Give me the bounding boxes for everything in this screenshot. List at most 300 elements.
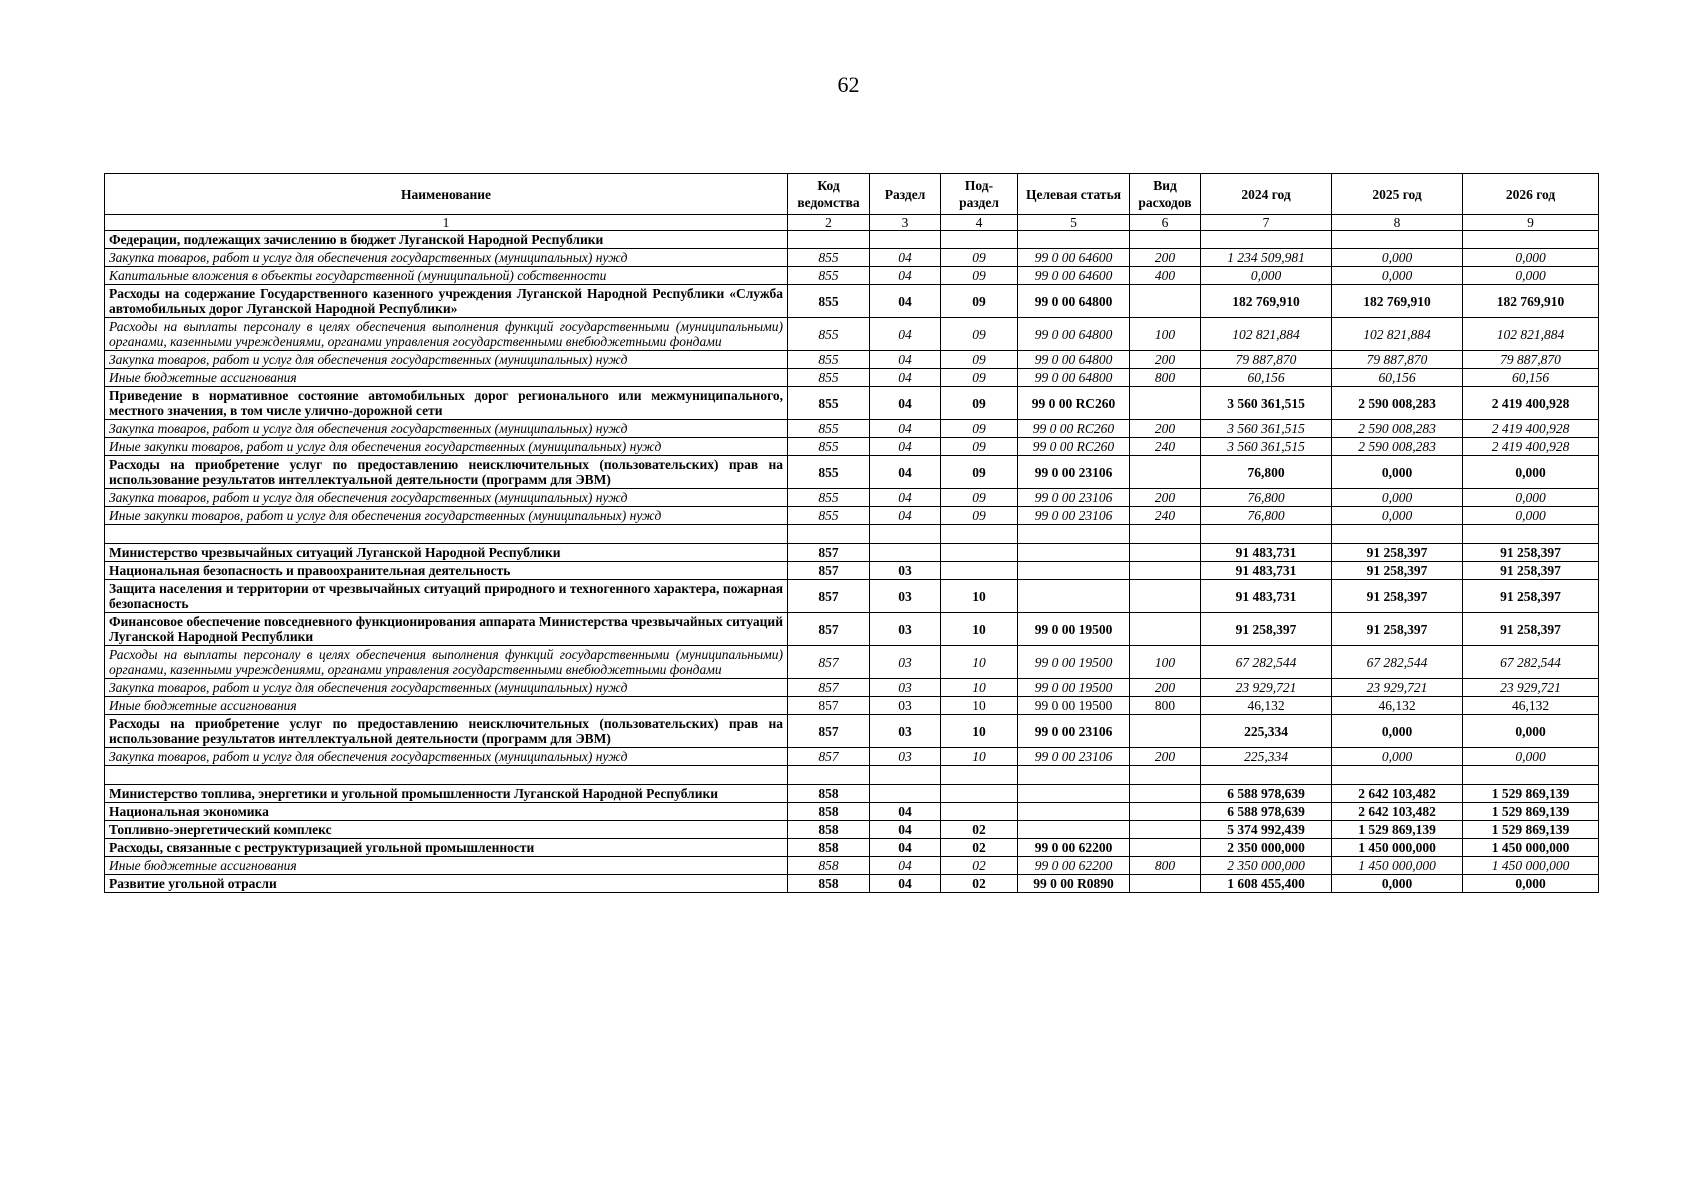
row-target: 99 0 00 19500 (1018, 697, 1130, 715)
row-target (1018, 580, 1130, 613)
row-value-2025: 23 929,721 (1332, 679, 1463, 697)
row-section (870, 766, 941, 785)
row-value-2025: 0,000 (1332, 875, 1463, 893)
row-dept-code: 857 (788, 646, 870, 679)
column-number: 1 (105, 215, 788, 231)
row-value-2024: 0,000 (1201, 267, 1332, 285)
row-dept-code: 857 (788, 679, 870, 697)
row-value-2026: 46,132 (1463, 697, 1599, 715)
row-value-2024: 3 560 361,515 (1201, 387, 1332, 420)
row-target: 99 0 00 RC260 (1018, 420, 1130, 438)
row-value-2025: 1 450 000,000 (1332, 839, 1463, 857)
row-dept-code: 855 (788, 249, 870, 267)
row-section (870, 231, 941, 249)
row-value-2024: 5 374 992,439 (1201, 821, 1332, 839)
row-target: 99 0 00 23106 (1018, 748, 1130, 766)
table-row (105, 679, 1599, 697)
row-value-2026: 0,000 (1463, 489, 1599, 507)
row-name: Национальная экономика (105, 803, 788, 821)
row-dept-code (788, 766, 870, 785)
row-expense-type: 200 (1130, 679, 1201, 697)
row-value-2024: 3 560 361,515 (1201, 438, 1332, 456)
row-target (1018, 803, 1130, 821)
row-name: Финансовое обеспечение повседневного функционирования аппарата Министерства чрезвычайных ситуаций Луганской Народной Республики (105, 613, 788, 646)
row-target (1018, 544, 1130, 562)
row-dept-code: 857 (788, 748, 870, 766)
row-target: 99 0 00 R0890 (1018, 875, 1130, 893)
row-expense-type (1130, 613, 1201, 646)
row-target: 99 0 00 64600 (1018, 249, 1130, 267)
row-value-2026: 0,000 (1463, 249, 1599, 267)
row-target (1018, 785, 1130, 803)
row-target: 99 0 00 64800 (1018, 285, 1130, 318)
row-section (870, 785, 941, 803)
row-name: Расходы на приобретение услуг по предоставлению неисключительных (пользовательских) прав на использование результатов интеллектуальной деятельности (программ для ЭВМ) (105, 456, 788, 489)
row-subsection: 09 (941, 438, 1018, 456)
column-number: 2 (788, 215, 870, 231)
row-name: Иные бюджетные ассигнования (105, 697, 788, 715)
row-expense-type (1130, 715, 1201, 748)
row-value-2024: 225,334 (1201, 748, 1332, 766)
row-value-2026: 0,000 (1463, 267, 1599, 285)
row-value-2026: 67 282,544 (1463, 646, 1599, 679)
row-name: Иные закупки товаров, работ и услуг для обеспечения государственных (муниципальных) нужд (105, 507, 788, 525)
header-dept-code: Код ведомства (788, 174, 870, 215)
row-subsection: 10 (941, 748, 1018, 766)
row-expense-type: 800 (1130, 857, 1201, 875)
table-row (105, 351, 1599, 369)
row-dept-code: 857 (788, 562, 870, 580)
row-name: Расходы на выплаты персоналу в целях обеспечения выполнения функций государственными (муниципальными) органами, казенными учреждениями, органами управления государственными внебюджетными фондами (105, 646, 788, 679)
row-target: 99 0 00 23106 (1018, 489, 1130, 507)
row-value-2025: 91 258,397 (1332, 544, 1463, 562)
row-section: 03 (870, 748, 941, 766)
row-value-2024: 91 483,731 (1201, 544, 1332, 562)
row-name: Приведение в нормативное состояние автомобильных дорог регионального или межмуниципального, местного значения, в том числе улично-дорожной сети (105, 387, 788, 420)
row-value-2026: 0,000 (1463, 507, 1599, 525)
row-value-2026: 60,156 (1463, 369, 1599, 387)
table-body (105, 231, 1599, 893)
row-expense-type: 240 (1130, 438, 1201, 456)
row-name: Закупка товаров, работ и услуг для обеспечения государственных (муниципальных) нужд (105, 249, 788, 267)
row-value-2024: 1 234 509,981 (1201, 249, 1332, 267)
table-row (105, 785, 1599, 803)
row-section: 04 (870, 420, 941, 438)
table-row (105, 507, 1599, 525)
row-dept-code: 858 (788, 785, 870, 803)
row-expense-type (1130, 285, 1201, 318)
header-name: Наименование (105, 174, 788, 215)
column-number: 6 (1130, 215, 1201, 231)
table-row (105, 489, 1599, 507)
row-value-2026: 2 419 400,928 (1463, 438, 1599, 456)
row-value-2025 (1332, 766, 1463, 785)
row-section: 03 (870, 613, 941, 646)
header-expense-type: Вид расходов (1130, 174, 1201, 215)
row-value-2025: 2 590 008,283 (1332, 420, 1463, 438)
row-value-2025: 0,000 (1332, 456, 1463, 489)
row-subsection: 10 (941, 613, 1018, 646)
row-name: Капитальные вложения в объекты государственной (муниципальной) собственности (105, 267, 788, 285)
table-row (105, 839, 1599, 857)
row-expense-type (1130, 387, 1201, 420)
row-value-2024: 182 769,910 (1201, 285, 1332, 318)
header-2024: 2024 год (1201, 174, 1332, 215)
row-expense-type: 800 (1130, 697, 1201, 715)
row-value-2024: 91 483,731 (1201, 562, 1332, 580)
row-value-2026: 91 258,397 (1463, 562, 1599, 580)
row-dept-code: 855 (788, 438, 870, 456)
table-row (105, 420, 1599, 438)
row-section: 03 (870, 697, 941, 715)
row-target: 99 0 00 62200 (1018, 857, 1130, 875)
row-dept-code: 855 (788, 267, 870, 285)
row-name: Федерации, подлежащих зачислению в бюджет Луганской Народной Республики (105, 231, 788, 249)
row-section: 04 (870, 821, 941, 839)
row-section: 03 (870, 646, 941, 679)
column-number: 9 (1463, 215, 1599, 231)
row-name: Расходы на приобретение услуг по предоставлению неисключительных (пользовательских) прав на использование результатов интеллектуальной деятельности (программ для ЭВМ) (105, 715, 788, 748)
row-target: 99 0 00 RC260 (1018, 387, 1130, 420)
row-value-2025: 91 258,397 (1332, 580, 1463, 613)
row-value-2026: 1 450 000,000 (1463, 839, 1599, 857)
row-section: 04 (870, 875, 941, 893)
row-expense-type: 100 (1130, 646, 1201, 679)
row-dept-code: 855 (788, 507, 870, 525)
row-value-2026: 1 529 869,139 (1463, 785, 1599, 803)
row-subsection: 09 (941, 249, 1018, 267)
row-value-2024: 3 560 361,515 (1201, 420, 1332, 438)
row-subsection: 10 (941, 697, 1018, 715)
table-row (105, 803, 1599, 821)
table-row (105, 387, 1599, 420)
row-target (1018, 562, 1130, 580)
row-dept-code: 857 (788, 544, 870, 562)
row-subsection: 02 (941, 857, 1018, 875)
table-row (105, 369, 1599, 387)
row-dept-code: 858 (788, 839, 870, 857)
row-subsection: 09 (941, 351, 1018, 369)
row-target: 99 0 00 RC260 (1018, 438, 1130, 456)
row-target: 99 0 00 19500 (1018, 613, 1130, 646)
row-value-2024: 2 350 000,000 (1201, 857, 1332, 875)
table-row (105, 646, 1599, 679)
row-value-2024: 67 282,544 (1201, 646, 1332, 679)
row-value-2025: 0,000 (1332, 507, 1463, 525)
table-row (105, 821, 1599, 839)
row-section: 04 (870, 351, 941, 369)
row-expense-type (1130, 821, 1201, 839)
row-name: Закупка товаров, работ и услуг для обеспечения государственных (муниципальных) нужд (105, 420, 788, 438)
row-expense-type: 200 (1130, 420, 1201, 438)
row-name: Закупка товаров, работ и услуг для обеспечения государственных (муниципальных) нужд (105, 351, 788, 369)
row-subsection (941, 562, 1018, 580)
row-value-2025: 2 642 103,482 (1332, 803, 1463, 821)
row-section: 04 (870, 318, 941, 351)
row-subsection: 09 (941, 387, 1018, 420)
row-expense-type: 200 (1130, 249, 1201, 267)
column-number: 4 (941, 215, 1018, 231)
row-value-2025: 2 590 008,283 (1332, 387, 1463, 420)
row-expense-type: 400 (1130, 267, 1201, 285)
row-value-2026: 91 258,397 (1463, 544, 1599, 562)
row-target (1018, 821, 1130, 839)
row-section: 03 (870, 679, 941, 697)
table-row (105, 456, 1599, 489)
row-value-2026: 0,000 (1463, 715, 1599, 748)
row-value-2025: 0,000 (1332, 489, 1463, 507)
table-row (105, 318, 1599, 351)
row-value-2025 (1332, 525, 1463, 544)
row-value-2024 (1201, 766, 1332, 785)
row-value-2026: 0,000 (1463, 748, 1599, 766)
row-section (870, 544, 941, 562)
row-dept-code: 855 (788, 420, 870, 438)
row-value-2026: 0,000 (1463, 456, 1599, 489)
table-row (105, 580, 1599, 613)
row-section: 04 (870, 857, 941, 875)
row-section: 04 (870, 438, 941, 456)
row-name: Министерство топлива, энергетики и угольной промышленности Луганской Народной Республики (105, 785, 788, 803)
column-number: 7 (1201, 215, 1332, 231)
row-expense-type: 240 (1130, 507, 1201, 525)
row-name: Расходы на выплаты персоналу в целях обеспечения выполнения функций государственными (муниципальными) органами, казенными учреждениями, органами управления государственными внебюджетными фондами (105, 318, 788, 351)
row-subsection: 02 (941, 875, 1018, 893)
row-value-2024: 2 350 000,000 (1201, 839, 1332, 857)
table-row (105, 231, 1599, 249)
row-name: Топливно-энергетический комплекс (105, 821, 788, 839)
row-value-2026: 1 529 869,139 (1463, 803, 1599, 821)
row-expense-type (1130, 231, 1201, 249)
row-target (1018, 766, 1130, 785)
row-subsection: 09 (941, 369, 1018, 387)
row-value-2025: 0,000 (1332, 267, 1463, 285)
column-number: 5 (1018, 215, 1130, 231)
row-dept-code: 857 (788, 697, 870, 715)
row-dept-code: 857 (788, 715, 870, 748)
row-subsection: 10 (941, 679, 1018, 697)
row-subsection (941, 231, 1018, 249)
row-value-2025: 60,156 (1332, 369, 1463, 387)
row-value-2024: 79 887,870 (1201, 351, 1332, 369)
row-dept-code: 858 (788, 821, 870, 839)
row-value-2025: 102 821,884 (1332, 318, 1463, 351)
row-value-2024: 6 588 978,639 (1201, 803, 1332, 821)
row-dept-code: 855 (788, 387, 870, 420)
row-expense-type (1130, 766, 1201, 785)
row-dept-code: 855 (788, 285, 870, 318)
row-section: 04 (870, 803, 941, 821)
row-expense-type (1130, 580, 1201, 613)
row-value-2026 (1463, 766, 1599, 785)
row-value-2024: 76,800 (1201, 456, 1332, 489)
row-expense-type (1130, 456, 1201, 489)
row-value-2024: 60,156 (1201, 369, 1332, 387)
row-name: Иные бюджетные ассигнования (105, 857, 788, 875)
row-section: 04 (870, 489, 941, 507)
row-subsection (941, 544, 1018, 562)
row-name: Закупка товаров, работ и услуг для обеспечения государственных (муниципальных) нужд (105, 679, 788, 697)
column-number: 3 (870, 215, 941, 231)
header-2025: 2025 год (1332, 174, 1463, 215)
row-value-2025 (1332, 231, 1463, 249)
header-subsection: Под-раздел (941, 174, 1018, 215)
table-row (105, 544, 1599, 562)
row-section: 04 (870, 369, 941, 387)
row-expense-type (1130, 562, 1201, 580)
row-value-2025: 1 450 000,000 (1332, 857, 1463, 875)
row-expense-type (1130, 803, 1201, 821)
row-target: 99 0 00 64800 (1018, 369, 1130, 387)
row-value-2026 (1463, 231, 1599, 249)
row-subsection: 09 (941, 285, 1018, 318)
row-subsection (941, 803, 1018, 821)
row-name: Развитие угольной отрасли (105, 875, 788, 893)
row-name: Иные закупки товаров, работ и услуг для обеспечения государственных (муниципальных) нужд (105, 438, 788, 456)
row-expense-type (1130, 525, 1201, 544)
row-subsection: 10 (941, 646, 1018, 679)
table-row (105, 857, 1599, 875)
row-value-2026: 1 529 869,139 (1463, 821, 1599, 839)
row-name: Закупка товаров, работ и услуг для обеспечения государственных (муниципальных) нужд (105, 748, 788, 766)
row-value-2026: 182 769,910 (1463, 285, 1599, 318)
row-subsection: 10 (941, 580, 1018, 613)
row-subsection (941, 525, 1018, 544)
row-value-2026: 0,000 (1463, 875, 1599, 893)
row-subsection: 10 (941, 715, 1018, 748)
row-value-2025: 91 258,397 (1332, 562, 1463, 580)
row-subsection (941, 785, 1018, 803)
row-value-2025: 182 769,910 (1332, 285, 1463, 318)
row-target (1018, 231, 1130, 249)
row-subsection: 09 (941, 489, 1018, 507)
row-value-2025: 67 282,544 (1332, 646, 1463, 679)
row-expense-type: 200 (1130, 489, 1201, 507)
table-row (105, 697, 1599, 715)
row-section: 04 (870, 285, 941, 318)
row-dept-code: 858 (788, 857, 870, 875)
table-row (105, 766, 1599, 785)
row-target: 99 0 00 23106 (1018, 715, 1130, 748)
row-value-2026: 2 419 400,928 (1463, 387, 1599, 420)
table-row (105, 562, 1599, 580)
row-value-2025: 0,000 (1332, 715, 1463, 748)
row-name: Иные бюджетные ассигнования (105, 369, 788, 387)
row-expense-type (1130, 875, 1201, 893)
row-section: 03 (870, 562, 941, 580)
row-subsection: 02 (941, 839, 1018, 857)
table-row (105, 267, 1599, 285)
row-value-2025: 0,000 (1332, 249, 1463, 267)
table-row (105, 613, 1599, 646)
row-target: 99 0 00 23106 (1018, 507, 1130, 525)
row-section: 04 (870, 839, 941, 857)
row-subsection: 09 (941, 456, 1018, 489)
row-section: 04 (870, 507, 941, 525)
row-expense-type: 200 (1130, 351, 1201, 369)
row-name: Расходы, связанные с реструктуризацией угольной промышленности (105, 839, 788, 857)
row-expense-type (1130, 544, 1201, 562)
table-row (105, 285, 1599, 318)
row-value-2024 (1201, 525, 1332, 544)
row-target: 99 0 00 19500 (1018, 646, 1130, 679)
row-dept-code: 857 (788, 613, 870, 646)
row-dept-code (788, 231, 870, 249)
row-subsection: 09 (941, 507, 1018, 525)
row-dept-code: 855 (788, 318, 870, 351)
row-value-2025: 79 887,870 (1332, 351, 1463, 369)
row-target (1018, 525, 1130, 544)
row-name: Министерство чрезвычайных ситуаций Луганской Народной Республики (105, 544, 788, 562)
table-row (105, 438, 1599, 456)
row-subsection: 02 (941, 821, 1018, 839)
row-dept-code: 858 (788, 875, 870, 893)
column-number-row (105, 215, 1599, 231)
row-section: 03 (870, 580, 941, 613)
row-subsection (941, 766, 1018, 785)
row-section: 04 (870, 249, 941, 267)
header-row (105, 174, 1599, 215)
header-target: Целевая статья (1018, 174, 1130, 215)
row-expense-type: 800 (1130, 369, 1201, 387)
row-dept-code: 855 (788, 369, 870, 387)
table-row (105, 748, 1599, 766)
row-value-2025: 0,000 (1332, 748, 1463, 766)
row-value-2024: 23 929,721 (1201, 679, 1332, 697)
table-row (105, 875, 1599, 893)
row-value-2025: 1 529 869,139 (1332, 821, 1463, 839)
row-name: Закупка товаров, работ и услуг для обеспечения государственных (муниципальных) нужд (105, 489, 788, 507)
row-subsection: 09 (941, 318, 1018, 351)
table-row (105, 715, 1599, 748)
row-section: 04 (870, 456, 941, 489)
row-value-2026: 23 929,721 (1463, 679, 1599, 697)
row-target: 99 0 00 64600 (1018, 267, 1130, 285)
row-value-2025: 2 590 008,283 (1332, 438, 1463, 456)
row-value-2024: 1 608 455,400 (1201, 875, 1332, 893)
row-expense-type (1130, 785, 1201, 803)
row-value-2026: 79 887,870 (1463, 351, 1599, 369)
row-value-2024: 225,334 (1201, 715, 1332, 748)
row-value-2025: 2 642 103,482 (1332, 785, 1463, 803)
row-expense-type (1130, 839, 1201, 857)
row-value-2026: 91 258,397 (1463, 580, 1599, 613)
row-value-2026: 1 450 000,000 (1463, 857, 1599, 875)
row-value-2026 (1463, 525, 1599, 544)
row-dept-code: 855 (788, 456, 870, 489)
header-2026: 2026 год (1463, 174, 1599, 215)
row-dept-code: 857 (788, 580, 870, 613)
row-name (105, 525, 788, 544)
header-section: Раздел (870, 174, 941, 215)
row-dept-code: 855 (788, 489, 870, 507)
column-number: 8 (1332, 215, 1463, 231)
row-target: 99 0 00 62200 (1018, 839, 1130, 857)
row-value-2025: 46,132 (1332, 697, 1463, 715)
row-subsection: 09 (941, 267, 1018, 285)
row-value-2024: 6 588 978,639 (1201, 785, 1332, 803)
row-value-2025: 91 258,397 (1332, 613, 1463, 646)
row-value-2024: 46,132 (1201, 697, 1332, 715)
row-value-2024 (1201, 231, 1332, 249)
row-target: 99 0 00 23106 (1018, 456, 1130, 489)
row-value-2026: 102 821,884 (1463, 318, 1599, 351)
row-section: 04 (870, 387, 941, 420)
row-expense-type: 200 (1130, 748, 1201, 766)
row-value-2026: 91 258,397 (1463, 613, 1599, 646)
page-number: 62 (837, 72, 860, 97)
row-name: Защита населения и территории от чрезвычайных ситуаций природного и техногенного характера, пожарная безопасность (105, 580, 788, 613)
